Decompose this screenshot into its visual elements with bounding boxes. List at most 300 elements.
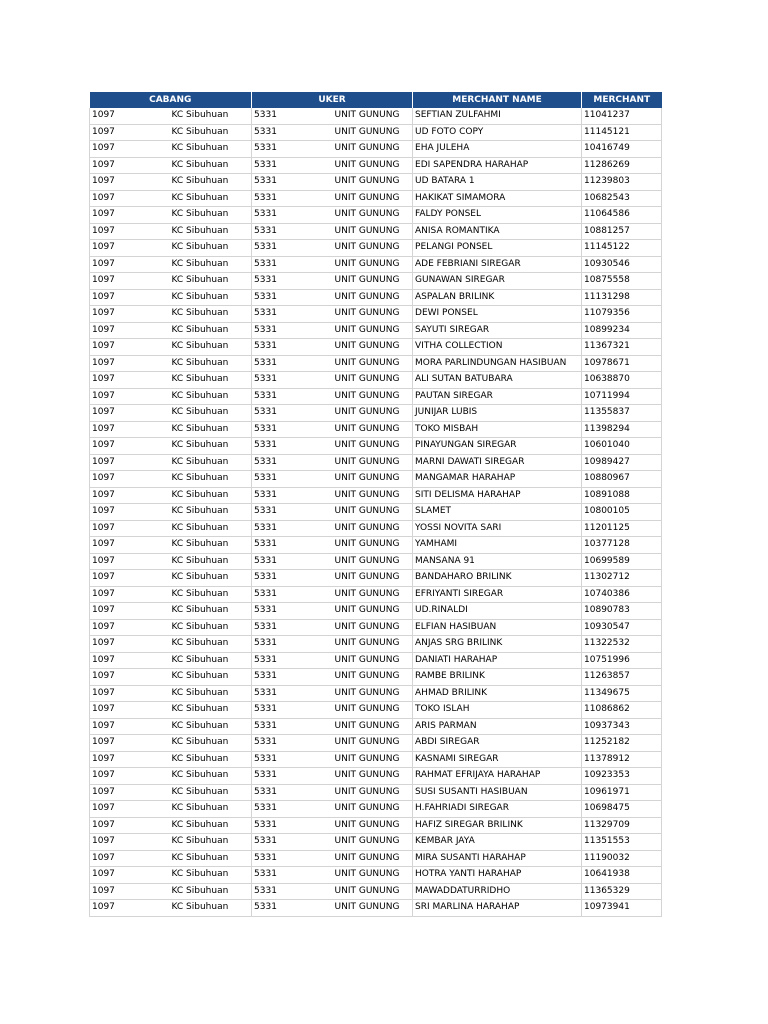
- uker-name-cell: UNIT GUNUNG: [333, 850, 413, 867]
- uker-code-cell: 5331: [252, 289, 333, 306]
- merchant-id-cell: 11355837: [582, 405, 662, 422]
- cabang-name-cell: KC Sibuhuan: [170, 223, 252, 240]
- cabang-name-cell: KC Sibuhuan: [170, 867, 252, 884]
- merchant-name-cell: SLAMET: [413, 504, 582, 521]
- cabang-code-cell: 1097: [90, 141, 170, 158]
- cabang-name-cell: KC Sibuhuan: [170, 718, 252, 735]
- merchant-name-cell: MIRA SUSANTI HARAHAP: [413, 850, 582, 867]
- table-row: [90, 586, 662, 603]
- merchant-name-cell: FALDY PONSEL: [413, 207, 582, 224]
- merchant-id-cell: 10881257: [582, 223, 662, 240]
- merchant-id-cell: 11329709: [582, 817, 662, 834]
- cabang-name-cell: KC Sibuhuan: [170, 306, 252, 323]
- cabang-code-cell: 1097: [90, 850, 170, 867]
- merchant-name-cell: BANDAHARO BRILINK: [413, 570, 582, 587]
- uker-name-cell: UNIT GUNUNG: [333, 306, 413, 323]
- cabang-name-cell: KC Sibuhuan: [170, 784, 252, 801]
- cabang-code-cell: 1097: [90, 157, 170, 174]
- merchant-name-cell: HAKIKAT SIMAMORA: [413, 190, 582, 207]
- cabang-name-cell: KC Sibuhuan: [170, 471, 252, 488]
- cabang-name-cell: KC Sibuhuan: [170, 883, 252, 900]
- table-row: [90, 570, 662, 587]
- merchant-name-cell: SAYUTI SIREGAR: [413, 322, 582, 339]
- merchant-id-cell: 11131298: [582, 289, 662, 306]
- cabang-code-cell: 1097: [90, 883, 170, 900]
- uker-code-cell: 5331: [252, 784, 333, 801]
- uker-code-cell: 5331: [252, 322, 333, 339]
- uker-name-cell: UNIT GUNUNG: [333, 487, 413, 504]
- merchant-name-cell: ARIS PARMAN: [413, 718, 582, 735]
- merchant-id-cell: 10875558: [582, 273, 662, 290]
- uker-name-cell: UNIT GUNUNG: [333, 900, 413, 917]
- uker-name-cell: UNIT GUNUNG: [333, 801, 413, 818]
- cabang-name-cell: KC Sibuhuan: [170, 603, 252, 620]
- uker-name-cell: UNIT GUNUNG: [333, 570, 413, 587]
- table-row: [90, 636, 662, 653]
- cabang-code-cell: 1097: [90, 586, 170, 603]
- merchant-name-cell: UD BATARA 1: [413, 174, 582, 191]
- cabang-name-cell: KC Sibuhuan: [170, 141, 252, 158]
- table-row: [90, 273, 662, 290]
- uker-name-cell: UNIT GUNUNG: [333, 735, 413, 752]
- uker-name-cell: UNIT GUNUNG: [333, 883, 413, 900]
- merchant-name-cell: RAMBE BRILINK: [413, 669, 582, 686]
- cabang-code-cell: 1097: [90, 174, 170, 191]
- cabang-name-cell: KC Sibuhuan: [170, 834, 252, 851]
- merchant-name-cell: ANISA ROMANTIKA: [413, 223, 582, 240]
- uker-code-cell: 5331: [252, 207, 333, 224]
- cabang-code-cell: 1097: [90, 388, 170, 405]
- cabang-code-cell: 1097: [90, 454, 170, 471]
- merchant-id-cell: 10923353: [582, 768, 662, 785]
- merchant-name-cell: DEWI PONSEL: [413, 306, 582, 323]
- merchant-id-cell: 11252182: [582, 735, 662, 752]
- uker-name-cell: UNIT GUNUNG: [333, 190, 413, 207]
- cabang-name-cell: KC Sibuhuan: [170, 124, 252, 141]
- merchant-name-cell: TOKO MISBAH: [413, 421, 582, 438]
- merchant-table: [89, 92, 662, 917]
- merchant-name-cell: ANJAS SRG BRILINK: [413, 636, 582, 653]
- cabang-code-cell: 1097: [90, 240, 170, 257]
- uker-code-cell: 5331: [252, 405, 333, 422]
- merchant-id-cell: 11239803: [582, 174, 662, 191]
- uker-name-cell: UNIT GUNUNG: [333, 669, 413, 686]
- merchant-id-cell: 10416749: [582, 141, 662, 158]
- table-row: [90, 355, 662, 372]
- cabang-code-cell: 1097: [90, 207, 170, 224]
- uker-name-cell: UNIT GUNUNG: [333, 108, 413, 124]
- table-row: [90, 322, 662, 339]
- uker-name-cell: UNIT GUNUNG: [333, 124, 413, 141]
- table-row: [90, 768, 662, 785]
- merchant-name-cell: ABDI SIREGAR: [413, 735, 582, 752]
- uker-name-cell: UNIT GUNUNG: [333, 240, 413, 257]
- cabang-name-cell: KC Sibuhuan: [170, 487, 252, 504]
- table-row: [90, 834, 662, 851]
- merchant-id-cell: 10740386: [582, 586, 662, 603]
- cabang-code-cell: 1097: [90, 520, 170, 537]
- uker-code-cell: 5331: [252, 669, 333, 686]
- uker-code-cell: 5331: [252, 174, 333, 191]
- merchant-name-cell: EFRIYANTI SIREGAR: [413, 586, 582, 603]
- uker-name-cell: UNIT GUNUNG: [333, 784, 413, 801]
- merchant-id-cell: 10698475: [582, 801, 662, 818]
- table-row: [90, 190, 662, 207]
- merchant-id-cell: 10937343: [582, 718, 662, 735]
- cabang-name-cell: KC Sibuhuan: [170, 570, 252, 587]
- uker-name-cell: UNIT GUNUNG: [333, 339, 413, 356]
- merchant-id-cell: 11322532: [582, 636, 662, 653]
- table-row: [90, 405, 662, 422]
- uker-name-cell: UNIT GUNUNG: [333, 603, 413, 620]
- merchant-id-cell: 11145122: [582, 240, 662, 257]
- uker-code-cell: 5331: [252, 388, 333, 405]
- uker-name-cell: UNIT GUNUNG: [333, 174, 413, 191]
- cabang-name-cell: KC Sibuhuan: [170, 801, 252, 818]
- table-row: [90, 817, 662, 834]
- merchant-name-cell: MARNI DAWATI SIREGAR: [413, 454, 582, 471]
- cabang-code-cell: 1097: [90, 339, 170, 356]
- merchant-id-cell: 10377128: [582, 537, 662, 554]
- uker-code-cell: 5331: [252, 636, 333, 653]
- cabang-code-cell: 1097: [90, 223, 170, 240]
- table-row: [90, 207, 662, 224]
- uker-name-cell: UNIT GUNUNG: [333, 867, 413, 884]
- cabang-code-cell: 1097: [90, 702, 170, 719]
- uker-name-cell: UNIT GUNUNG: [333, 751, 413, 768]
- cabang-name-cell: KC Sibuhuan: [170, 174, 252, 191]
- merchant-name-cell: MANGAMAR HARAHAP: [413, 471, 582, 488]
- table-row: [90, 174, 662, 191]
- cabang-name-cell: KC Sibuhuan: [170, 735, 252, 752]
- uker-code-cell: 5331: [252, 223, 333, 240]
- uker-name-cell: UNIT GUNUNG: [333, 421, 413, 438]
- cabang-name-cell: KC Sibuhuan: [170, 207, 252, 224]
- merchant-name-cell: ASPALAN BRILINK: [413, 289, 582, 306]
- cabang-code-cell: 1097: [90, 735, 170, 752]
- table-row: [90, 718, 662, 735]
- cabang-name-cell: KC Sibuhuan: [170, 685, 252, 702]
- cabang-code-cell: 1097: [90, 768, 170, 785]
- cabang-name-cell: KC Sibuhuan: [170, 355, 252, 372]
- uker-code-cell: 5331: [252, 570, 333, 587]
- cabang-code-cell: 1097: [90, 834, 170, 851]
- merchant-id-cell: 10978671: [582, 355, 662, 372]
- uker-name-cell: UNIT GUNUNG: [333, 685, 413, 702]
- uker-code-cell: 5331: [252, 850, 333, 867]
- merchant-id-cell: 10930546: [582, 256, 662, 273]
- merchant-name-cell: ALI SUTAN BATUBARA: [413, 372, 582, 389]
- uker-code-cell: 5331: [252, 471, 333, 488]
- table-row: [90, 339, 662, 356]
- uker-code-cell: 5331: [252, 883, 333, 900]
- table-row: [90, 735, 662, 752]
- table-row: [90, 124, 662, 141]
- table-row: [90, 504, 662, 521]
- merchant-name-cell: EDI SAPENDRA HARAHAP: [413, 157, 582, 174]
- cabang-name-cell: KC Sibuhuan: [170, 421, 252, 438]
- merchant-id-cell: 11398294: [582, 421, 662, 438]
- cabang-name-cell: KC Sibuhuan: [170, 289, 252, 306]
- merchant-name-cell: UD.RINALDI: [413, 603, 582, 620]
- merchant-name-cell: MORA PARLINDUNGAN HASIBUAN: [413, 355, 582, 372]
- merchant-id-cell: 11086862: [582, 702, 662, 719]
- merchant-id-cell: 11190032: [582, 850, 662, 867]
- merchant-name-cell: UD FOTO COPY: [413, 124, 582, 141]
- table-row: [90, 240, 662, 257]
- merchant-id-cell: 11286269: [582, 157, 662, 174]
- table-row: [90, 553, 662, 570]
- cabang-name-cell: KC Sibuhuan: [170, 339, 252, 356]
- table-row: [90, 157, 662, 174]
- table-row: [90, 685, 662, 702]
- merchant-id-cell: 11263857: [582, 669, 662, 686]
- cabang-name-cell: KC Sibuhuan: [170, 751, 252, 768]
- uker-name-cell: UNIT GUNUNG: [333, 619, 413, 636]
- table-row: [90, 850, 662, 867]
- cabang-code-cell: 1097: [90, 190, 170, 207]
- merchant-id-cell: 10638870: [582, 372, 662, 389]
- table-row: [90, 619, 662, 636]
- merchant-id-cell: 10880967: [582, 471, 662, 488]
- table-row: [90, 223, 662, 240]
- uker-name-cell: UNIT GUNUNG: [333, 834, 413, 851]
- table-row: [90, 438, 662, 455]
- merchant-name-cell: ELFIAN HASIBUAN: [413, 619, 582, 636]
- cabang-name-cell: KC Sibuhuan: [170, 850, 252, 867]
- merchant-name-cell: MAWADDATURRIDHO: [413, 883, 582, 900]
- uker-name-cell: UNIT GUNUNG: [333, 223, 413, 240]
- uker-name-cell: UNIT GUNUNG: [333, 405, 413, 422]
- table-row: [90, 520, 662, 537]
- uker-code-cell: 5331: [252, 454, 333, 471]
- uker-code-cell: 5331: [252, 652, 333, 669]
- uker-name-cell: UNIT GUNUNG: [333, 388, 413, 405]
- cabang-name-cell: KC Sibuhuan: [170, 537, 252, 554]
- merchant-id-cell: 10989427: [582, 454, 662, 471]
- merchant-name-cell: SUSI SUSANTI HASIBUAN: [413, 784, 582, 801]
- table-row: [90, 801, 662, 818]
- merchant-name-cell: SRI MARLINA HARAHAP: [413, 900, 582, 917]
- cabang-name-cell: KC Sibuhuan: [170, 405, 252, 422]
- merchant-id-cell: 10961971: [582, 784, 662, 801]
- table-row: [90, 108, 662, 124]
- table-row: [90, 603, 662, 620]
- cabang-code-cell: 1097: [90, 685, 170, 702]
- cabang-code-cell: 1097: [90, 504, 170, 521]
- uker-name-cell: UNIT GUNUNG: [333, 652, 413, 669]
- table-row: [90, 669, 662, 686]
- uker-name-cell: UNIT GUNUNG: [333, 636, 413, 653]
- table-row: [90, 256, 662, 273]
- merchant-id-cell: 11365329: [582, 883, 662, 900]
- uker-code-cell: 5331: [252, 190, 333, 207]
- cabang-code-cell: 1097: [90, 487, 170, 504]
- uker-name-cell: UNIT GUNUNG: [333, 817, 413, 834]
- merchant-id-cell: 11145121: [582, 124, 662, 141]
- uker-code-cell: 5331: [252, 751, 333, 768]
- cabang-code-cell: 1097: [90, 438, 170, 455]
- merchant-name-cell: TOKO ISLAH: [413, 702, 582, 719]
- uker-code-cell: 5331: [252, 553, 333, 570]
- merchant-id-cell: 10601040: [582, 438, 662, 455]
- cabang-code-cell: 1097: [90, 372, 170, 389]
- cabang-name-cell: KC Sibuhuan: [170, 504, 252, 521]
- uker-code-cell: 5331: [252, 339, 333, 356]
- merchant-id-cell: 11349675: [582, 685, 662, 702]
- cabang-code-cell: 1097: [90, 801, 170, 818]
- merchant-id-cell: 10899234: [582, 322, 662, 339]
- table-row: [90, 487, 662, 504]
- cabang-name-cell: KC Sibuhuan: [170, 636, 252, 653]
- cabang-code-cell: 1097: [90, 867, 170, 884]
- merchant-name-cell: H.FAHRIADI SIREGAR: [413, 801, 582, 818]
- cabang-name-cell: KC Sibuhuan: [170, 157, 252, 174]
- merchant-name-cell: SEFTIAN ZULFAHMI: [413, 108, 582, 124]
- merchant-id-cell: 10930547: [582, 619, 662, 636]
- uker-name-cell: UNIT GUNUNG: [333, 141, 413, 158]
- merchant-id-cell: 11367321: [582, 339, 662, 356]
- cabang-name-cell: KC Sibuhuan: [170, 702, 252, 719]
- cabang-name-cell: KC Sibuhuan: [170, 273, 252, 290]
- table-row: [90, 388, 662, 405]
- merchant-id-cell: 10682543: [582, 190, 662, 207]
- merchant-name-cell: VITHA COLLECTION: [413, 339, 582, 356]
- cabang-code-cell: 1097: [90, 784, 170, 801]
- uker-code-cell: 5331: [252, 306, 333, 323]
- table-row: [90, 421, 662, 438]
- cabang-name-cell: KC Sibuhuan: [170, 438, 252, 455]
- cabang-code-cell: 1097: [90, 636, 170, 653]
- cabang-code-cell: 1097: [90, 405, 170, 422]
- merchant-id-cell: 11351553: [582, 834, 662, 851]
- merchant-id-cell: 10890783: [582, 603, 662, 620]
- merchant-id-cell: 10641938: [582, 867, 662, 884]
- cabang-code-cell: 1097: [90, 273, 170, 290]
- cabang-code-cell: 1097: [90, 537, 170, 554]
- merchant-name-cell: GUNAWAN SIREGAR: [413, 273, 582, 290]
- cabang-code-cell: 1097: [90, 652, 170, 669]
- cabang-name-cell: KC Sibuhuan: [170, 900, 252, 917]
- cabang-name-cell: KC Sibuhuan: [170, 108, 252, 124]
- merchant-name-cell: AHMAD BRILINK: [413, 685, 582, 702]
- uker-name-cell: UNIT GUNUNG: [333, 702, 413, 719]
- cabang-name-cell: KC Sibuhuan: [170, 520, 252, 537]
- column-header-merchant-name: MERCHANT NAME: [413, 92, 582, 108]
- cabang-code-cell: 1097: [90, 669, 170, 686]
- table-row: [90, 537, 662, 554]
- uker-code-cell: 5331: [252, 900, 333, 917]
- merchant-id-cell: 11064586: [582, 207, 662, 224]
- merchant-name-cell: HAFIZ SIREGAR BRILINK: [413, 817, 582, 834]
- uker-code-cell: 5331: [252, 801, 333, 818]
- uker-name-cell: UNIT GUNUNG: [333, 322, 413, 339]
- merchant-name-cell: JUNIJAR LUBIS: [413, 405, 582, 422]
- merchant-name-cell: SITI DELISMA HARAHAP: [413, 487, 582, 504]
- table-header: [90, 92, 662, 108]
- cabang-code-cell: 1097: [90, 603, 170, 620]
- uker-code-cell: 5331: [252, 240, 333, 257]
- table-row: [90, 454, 662, 471]
- cabang-code-cell: 1097: [90, 570, 170, 587]
- table-row: [90, 372, 662, 389]
- uker-name-cell: UNIT GUNUNG: [333, 537, 413, 554]
- uker-code-cell: 5331: [252, 108, 333, 124]
- merchant-name-cell: YOSSI NOVITA SARI: [413, 520, 582, 537]
- cabang-code-cell: 1097: [90, 619, 170, 636]
- merchant-name-cell: PELANGI PONSEL: [413, 240, 582, 257]
- merchant-id-cell: 10800105: [582, 504, 662, 521]
- cabang-code-cell: 1097: [90, 817, 170, 834]
- uker-name-cell: UNIT GUNUNG: [333, 718, 413, 735]
- cabang-code-cell: 1097: [90, 751, 170, 768]
- cabang-code-cell: 1097: [90, 421, 170, 438]
- uker-name-cell: UNIT GUNUNG: [333, 504, 413, 521]
- cabang-name-cell: KC Sibuhuan: [170, 240, 252, 257]
- cabang-name-cell: KC Sibuhuan: [170, 619, 252, 636]
- merchant-id-cell: 10711994: [582, 388, 662, 405]
- column-header-merchant: MERCHANT: [582, 92, 662, 108]
- uker-code-cell: 5331: [252, 702, 333, 719]
- header-row: [90, 92, 662, 108]
- cabang-code-cell: 1097: [90, 306, 170, 323]
- uker-code-cell: 5331: [252, 504, 333, 521]
- cabang-code-cell: 1097: [90, 355, 170, 372]
- uker-name-cell: UNIT GUNUNG: [333, 454, 413, 471]
- uker-name-cell: UNIT GUNUNG: [333, 207, 413, 224]
- cabang-code-cell: 1097: [90, 124, 170, 141]
- cabang-code-cell: 1097: [90, 553, 170, 570]
- cabang-name-cell: KC Sibuhuan: [170, 256, 252, 273]
- uker-name-cell: UNIT GUNUNG: [333, 157, 413, 174]
- table-row: [90, 652, 662, 669]
- cabang-name-cell: KC Sibuhuan: [170, 388, 252, 405]
- table-row: [90, 471, 662, 488]
- table-body: [90, 108, 662, 916]
- cabang-name-cell: KC Sibuhuan: [170, 322, 252, 339]
- uker-code-cell: 5331: [252, 867, 333, 884]
- uker-name-cell: UNIT GUNUNG: [333, 471, 413, 488]
- merchant-name-cell: YAMHAMI: [413, 537, 582, 554]
- uker-name-cell: UNIT GUNUNG: [333, 520, 413, 537]
- merchant-name-cell: KASNAMI SIREGAR: [413, 751, 582, 768]
- merchant-id-cell: 11302712: [582, 570, 662, 587]
- merchant-name-cell: PINAYUNGAN SIREGAR: [413, 438, 582, 455]
- uker-name-cell: UNIT GUNUNG: [333, 438, 413, 455]
- cabang-code-cell: 1097: [90, 900, 170, 917]
- cabang-name-cell: KC Sibuhuan: [170, 768, 252, 785]
- merchant-name-cell: EHA JULEHA: [413, 141, 582, 158]
- uker-name-cell: UNIT GUNUNG: [333, 553, 413, 570]
- merchant-id-cell: 11079356: [582, 306, 662, 323]
- uker-code-cell: 5331: [252, 520, 333, 537]
- uker-code-cell: 5331: [252, 817, 333, 834]
- uker-name-cell: UNIT GUNUNG: [333, 289, 413, 306]
- cabang-code-cell: 1097: [90, 289, 170, 306]
- cabang-name-cell: KC Sibuhuan: [170, 372, 252, 389]
- cabang-code-cell: 1097: [90, 108, 170, 124]
- table-row: [90, 289, 662, 306]
- uker-code-cell: 5331: [252, 355, 333, 372]
- uker-code-cell: 5331: [252, 603, 333, 620]
- table-row: [90, 306, 662, 323]
- uker-name-cell: UNIT GUNUNG: [333, 372, 413, 389]
- cabang-code-cell: 1097: [90, 471, 170, 488]
- merchant-id-cell: 11201125: [582, 520, 662, 537]
- table-row: [90, 751, 662, 768]
- column-header-uker: UKER: [252, 92, 413, 108]
- uker-code-cell: 5331: [252, 834, 333, 851]
